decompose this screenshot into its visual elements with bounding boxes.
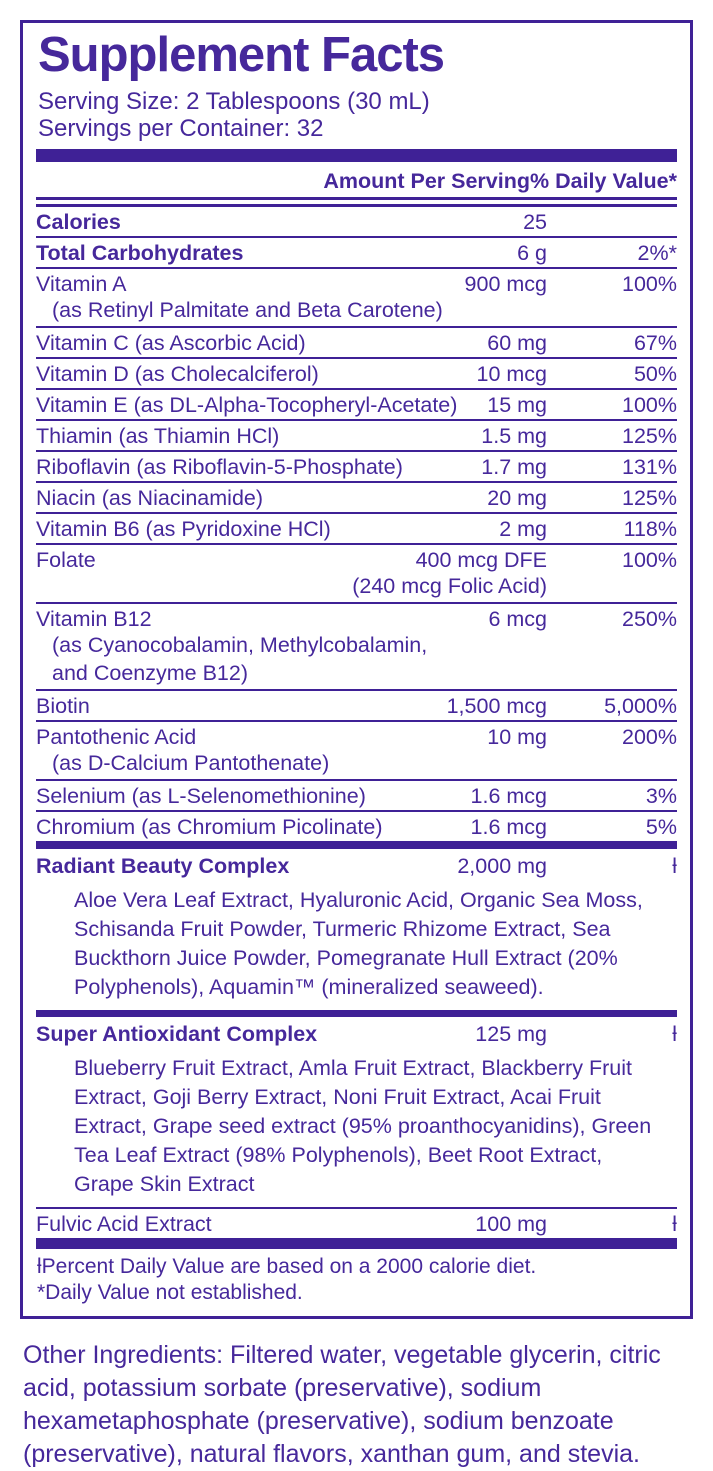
nutrient-rows	[36, 207, 677, 841]
nutrient-name: Vitamin B12	[36, 606, 152, 631]
nutrient-daily-value: 118%	[623, 516, 677, 541]
table-row	[36, 722, 677, 781]
nutrient-name: Fulvic Acid Extract	[36, 1211, 212, 1236]
nutrient-amount: 25	[523, 209, 547, 234]
nutrient-amount: 1.6 mcg	[470, 814, 547, 839]
nutrient-daily-value: 100%	[622, 271, 677, 296]
thick-divider-bottom	[36, 1238, 677, 1249]
table-row-line	[36, 812, 677, 841]
complex-row	[36, 849, 677, 1010]
nutrient-amount: 900 mcg	[464, 271, 547, 296]
nutrient-amount: 1.7 mg	[481, 454, 547, 479]
table-row	[36, 1209, 677, 1238]
complex-daily-value: ƚ	[672, 1021, 677, 1046]
table-row	[36, 691, 677, 722]
nutrient-daily-value: 5%	[645, 814, 677, 839]
table-row-line	[36, 1209, 677, 1238]
nutrient-daily-value: 50%	[633, 361, 677, 386]
nutrient-daily-value: 100%	[622, 547, 677, 572]
nutrient-daily-value: 131%	[622, 454, 677, 479]
table-row-line	[36, 722, 677, 751]
nutrient-daily-value: 5,000%	[604, 693, 677, 718]
nutrient-name: Selenium (as L-Selenomethionine)	[36, 783, 366, 808]
amount-per-serving-header: Amount Per Serving	[323, 168, 530, 193]
nutrient-name: Vitamin B6 (as Pyridoxine HCl)	[36, 516, 331, 541]
serving-size: Serving Size: 2 Tablespoons (30 mL)	[38, 87, 430, 115]
fulvic-acid-row-slot	[36, 1209, 677, 1238]
table-row-line	[36, 359, 677, 388]
complex-description: Blueberry Fruit Extract, Amla Fruit Extract, Blackberry Fruit Extract, Goji Berry Extract, Noni Fruit Extract, Acai Fruit Extract, Grape seed extract (95% proanthocyanidins), Green Tea Leaf Extract (98% Polyphenols), Beet Root Extract, Grape Skin Extract	[74, 1055, 652, 1196]
nutrient-daily-value: 250%	[622, 606, 677, 631]
table-row	[36, 452, 677, 483]
supplement-facts-panel	[20, 20, 693, 1319]
nutrient-amount: 1.6 mcg	[470, 783, 547, 808]
nutrient-daily-value: 125%	[622, 423, 677, 448]
thick-divider-complex-1	[36, 841, 677, 849]
nutrient-amount: 15 mg	[487, 392, 547, 417]
table-row-line	[36, 545, 677, 574]
table-row-line	[36, 328, 677, 357]
nutrient-amount: 10 mcg	[476, 361, 547, 386]
nutrient-amount: 6 g	[517, 240, 547, 265]
nutrient-name: Total Carbohydrates	[36, 240, 244, 265]
table-row-line	[36, 207, 677, 236]
nutrient-name: Vitamin D (as Cholecalciferol)	[36, 361, 319, 386]
double-rule	[36, 197, 677, 207]
table-row	[36, 207, 677, 238]
table-row-line	[36, 452, 677, 481]
complex-daily-value: ƚ	[672, 853, 677, 878]
table-row-line	[36, 514, 677, 543]
supplement-facts-title: Supplement Facts	[38, 28, 445, 82]
nutrient-subline: (as Retinyl Palmitate and Beta Carotene)	[52, 297, 443, 322]
table-row	[36, 390, 677, 421]
table-row-line	[36, 269, 677, 298]
table-row	[36, 421, 677, 452]
nutrient-amount: 2 mg	[499, 516, 547, 541]
nutrient-daily-value: 3%	[645, 783, 677, 808]
nutrient-amount: 1,500 mcg	[446, 693, 547, 718]
nutrient-amount: 10 mg	[487, 724, 547, 749]
nutrient-subline: and Coenzyme B12)	[52, 660, 248, 685]
complex-row-line	[36, 849, 677, 880]
complex-name: Super Antioxidant Complex	[36, 1021, 318, 1046]
nutrient-subline: (as D-Calcium Pantothenate)	[52, 750, 330, 775]
servings-per-container: Servings per Container: 32	[38, 114, 324, 142]
thick-divider-top	[36, 149, 677, 162]
nutrient-amount: 1.5 mg	[481, 423, 547, 448]
nutrient-daily-value: 125%	[622, 485, 677, 510]
nutrient-amount: 400 mcg DFE	[415, 547, 547, 572]
complex-sections	[36, 849, 677, 1207]
nutrient-amount: 60 mg	[487, 330, 547, 355]
footnote-daily-value: ƚPercent Daily Value are based on a 2000 calorie diet.	[37, 1254, 537, 1278]
daily-value-header: % Daily Value*	[530, 168, 677, 193]
nutrient-amount: 20 mg	[487, 485, 547, 510]
nutrient-amount: 100 mg	[475, 1211, 547, 1236]
table-row	[36, 545, 677, 604]
table-row-line	[36, 691, 677, 720]
nutrient-name: Biotin	[36, 693, 90, 718]
nutrient-name: Calories	[36, 209, 121, 234]
other-ingredients: Other Ingredients: Filtered water, vegetable glycerin, citric acid, potassium sorbate (preservative), sodium hexametaphosphate (preservative), sodium benzoate (preservative), natural flavors, xanthan gum, and stevia.	[23, 1340, 661, 1468]
table-row	[36, 328, 677, 359]
nutrient-name: Thiamin (as Thiamin HCl)	[36, 423, 280, 448]
table-row-line	[36, 390, 677, 419]
nutrient-amount: 6 mcg	[488, 606, 547, 631]
thick-divider-complex-2	[36, 1010, 677, 1017]
complex-amount: 125 mg	[475, 1021, 547, 1046]
nutrient-daily-value: 200%	[622, 724, 677, 749]
complex-name: Radiant Beauty Complex	[36, 853, 290, 878]
nutrient-name: Folate	[36, 547, 96, 572]
table-row-line	[36, 238, 677, 267]
table-row-line	[36, 483, 677, 512]
nutrient-name: Pantothenic Acid	[36, 724, 197, 749]
complex-description: Aloe Vera Leaf Extract, Hyaluronic Acid, Organic Sea Moss, Schisanda Fruit Powder, Turmeric Rhizome Extract, Sea Buckthorn Juice Powder, Pomegranate Hull Extract (20% Polyphenols), Aquamin™ (mineralized seaweed).	[74, 887, 643, 999]
table-row	[36, 812, 677, 841]
nutrient-daily-value: ƚ	[672, 1211, 677, 1236]
nutrient-name: Niacin (as Niacinamide)	[36, 485, 264, 510]
nutrient-name: Riboflavin (as Riboflavin-5-Phosphate)	[36, 454, 403, 479]
nutrient-daily-value: 2%*	[637, 240, 677, 265]
nutrient-subline: (as Cyanocobalamin, Methylcobalamin,	[52, 632, 428, 657]
table-row	[36, 269, 677, 328]
table-row	[36, 359, 677, 390]
nutrient-name: Vitamin E (as DL-Alpha-Tocopheryl-Acetate)	[36, 392, 458, 417]
table-row	[36, 604, 677, 691]
table-row-line	[36, 604, 677, 633]
complex-amount: 2,000 mg	[457, 853, 547, 878]
nutrient-name: Chromium (as Chromium Picolinate)	[36, 814, 383, 839]
footnote-not-established: *Daily Value not established.	[37, 1280, 303, 1304]
column-headers	[36, 165, 677, 197]
footnotes	[36, 1249, 677, 1308]
table-row	[36, 514, 677, 545]
table-row	[36, 238, 677, 269]
nutrient-daily-value: 67%	[633, 330, 677, 355]
nutrient-name: Vitamin C (as Ascorbic Acid)	[36, 330, 306, 355]
nutrient-subline: (240 mcg Folic Acid)	[352, 573, 547, 598]
table-row-line	[36, 421, 677, 450]
table-row	[36, 781, 677, 812]
table-row	[36, 483, 677, 514]
complex-row	[36, 1017, 677, 1207]
table-row-line	[36, 781, 677, 810]
nutrient-daily-value: 100%	[622, 392, 677, 417]
nutrient-name: Vitamin A	[36, 271, 127, 296]
complex-row-line	[36, 1017, 677, 1048]
